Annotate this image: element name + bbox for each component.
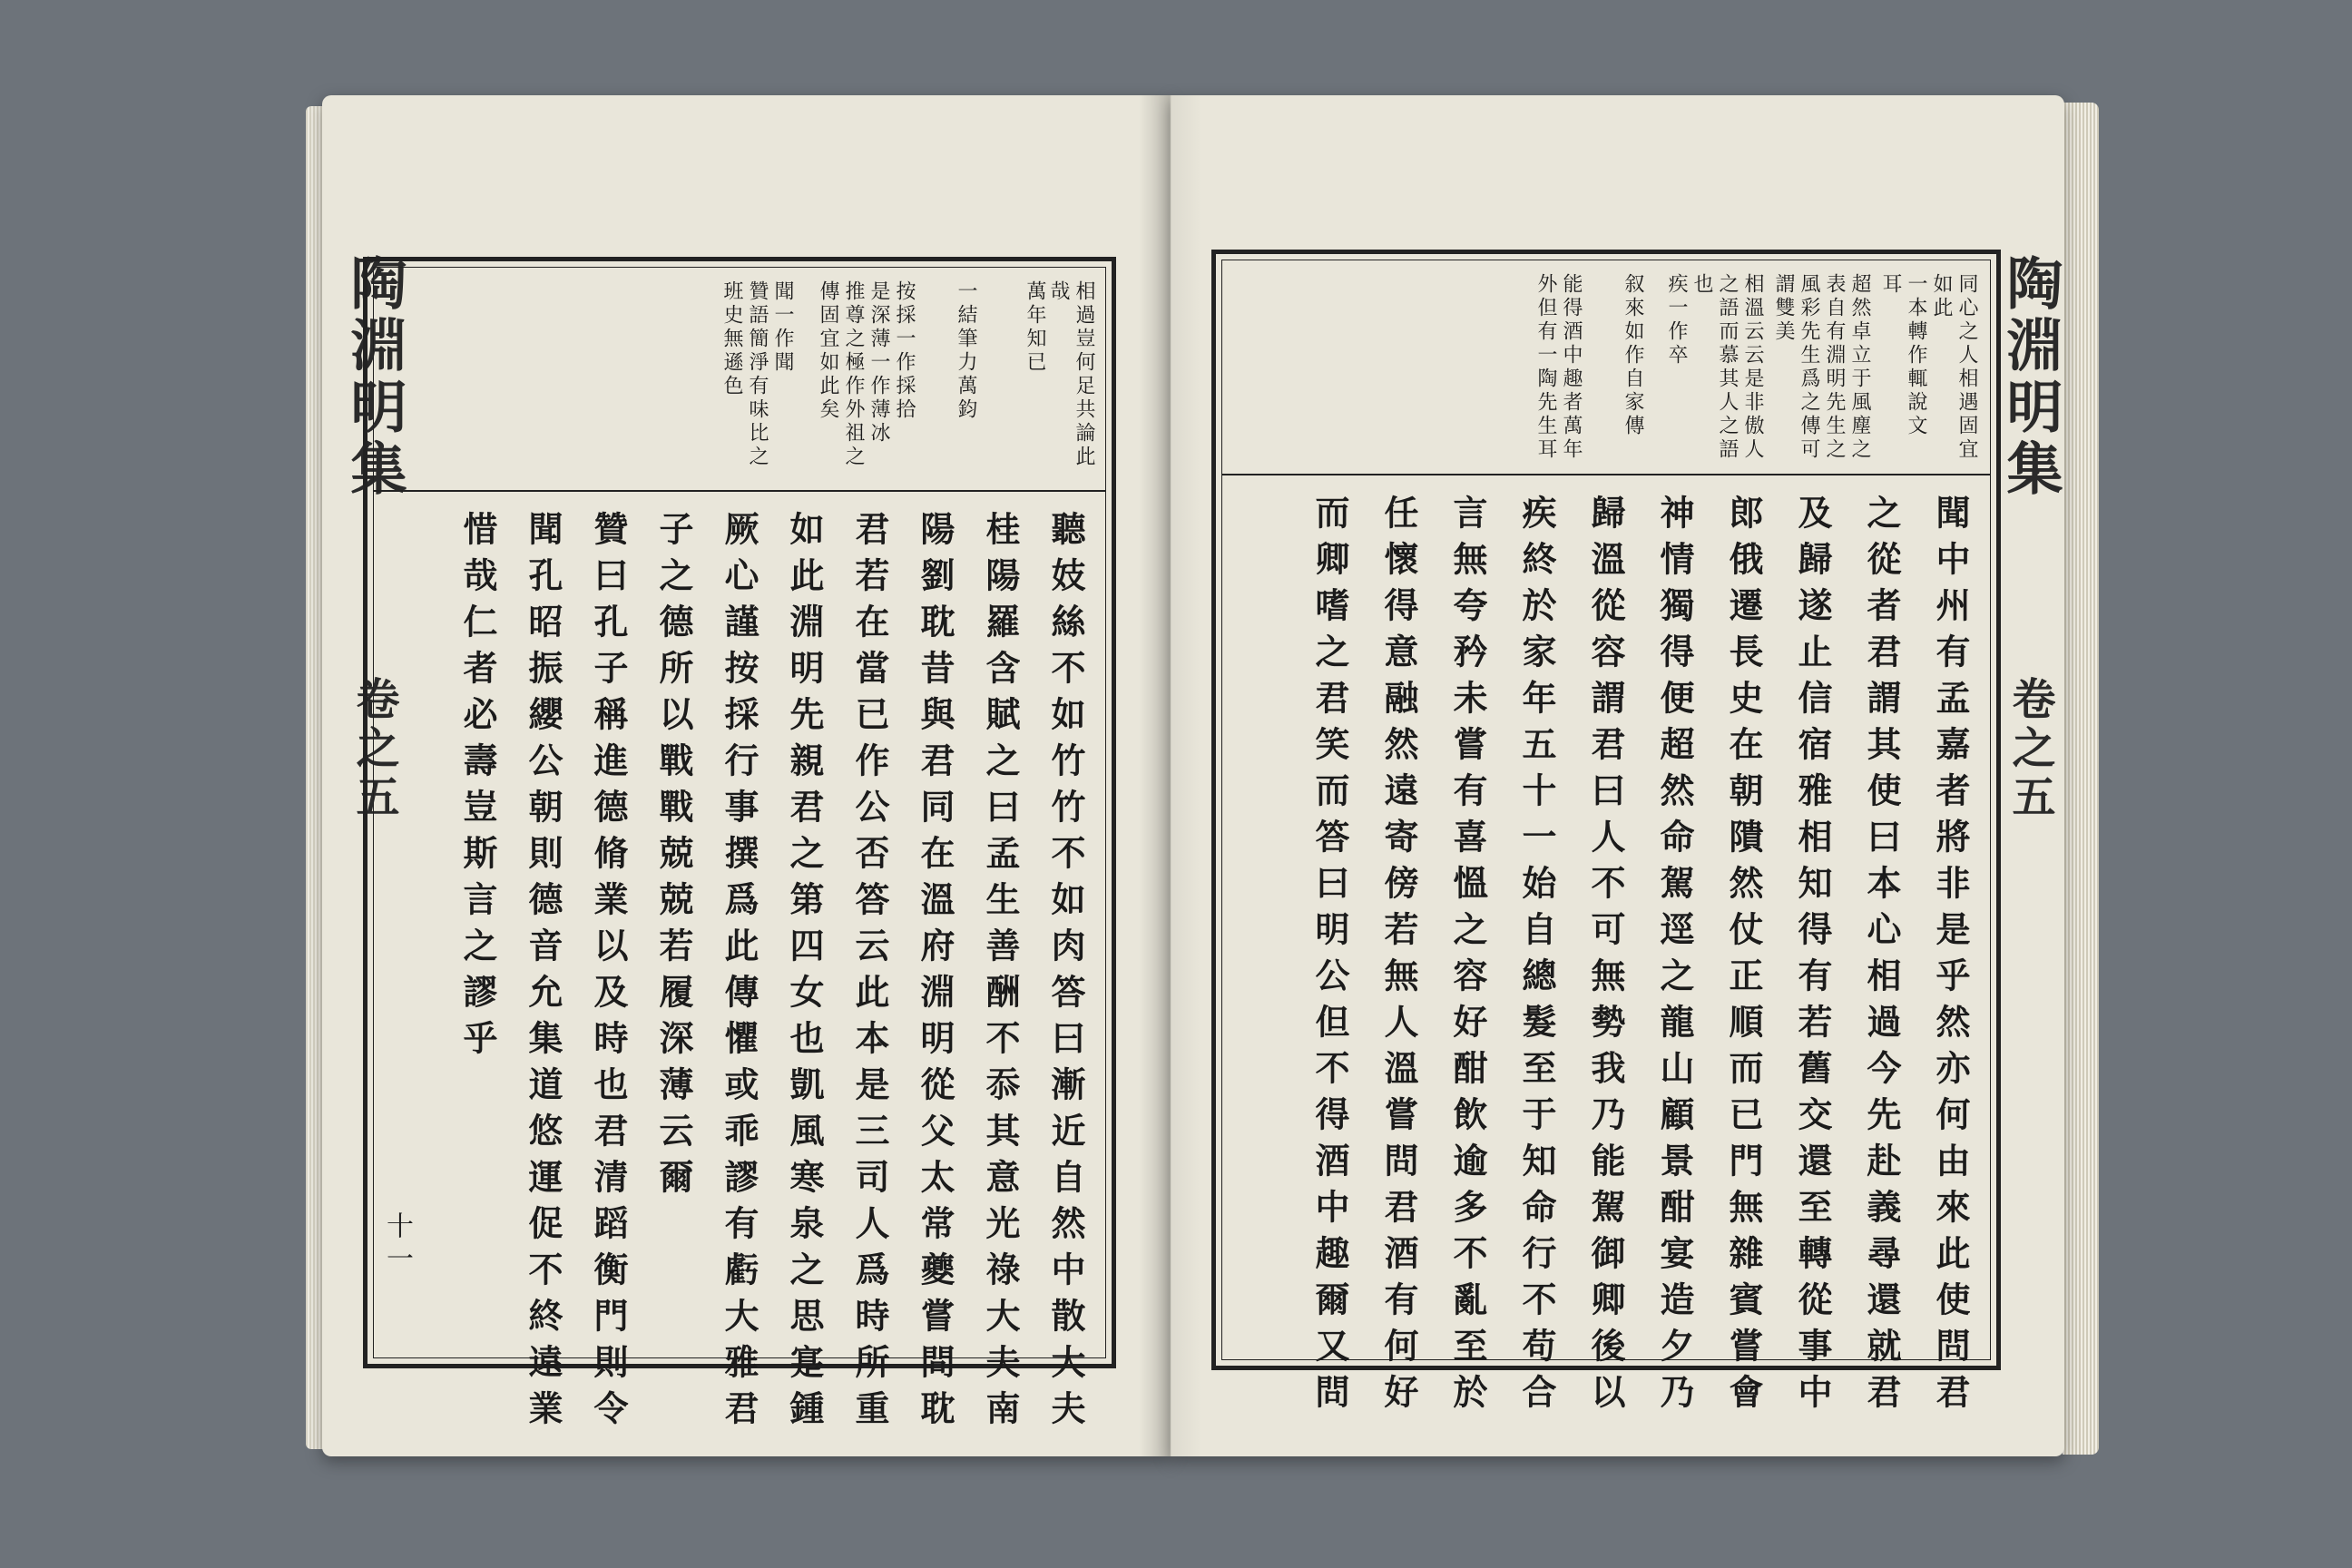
body-line: 君若在當已作公否答云此本是三司人爲時所重 <box>849 511 890 1436</box>
right-text-frame <box>1211 250 2001 1420</box>
body-line: 子之德所以戰戰兢兢若履深薄云爾 <box>653 511 694 1205</box>
right-title: 陶淵明集 <box>1997 254 2063 501</box>
left-title: 陶淵明集 <box>341 254 407 501</box>
body-line: 厥心謹按採行事撰爲此傳懼或乖謬有虧大雅君 <box>719 511 760 1436</box>
body-line: 陽劉耽昔與君同在溫府淵明從父太常夔嘗問耽 <box>915 511 956 1436</box>
left-text-frame <box>363 257 1116 1436</box>
open-book <box>322 95 2119 1475</box>
body-line: 疾終於家年五十一始自總髮至于知命行不苟合 <box>1516 495 1557 1420</box>
note-line: 外但有一陶先生耳 <box>1534 273 1557 462</box>
note-line: 推尊之極作外祖之 <box>842 280 865 469</box>
note-line: 之語而慕其人之語 <box>1716 273 1739 462</box>
note-divider <box>374 490 1105 492</box>
note-line: 萬年知已 <box>1024 280 1046 375</box>
note-line: 疾一作卒 <box>1665 273 1688 368</box>
body-line: 如此淵明先親君之第四女也凱風寒泉之思寔鍾 <box>784 511 825 1436</box>
note-divider <box>1222 474 1990 475</box>
body-line: 而卿嗜之君笑而答曰明公但不得酒中趣爾又問 <box>1309 495 1350 1420</box>
note-line: 聞一作聞 <box>771 280 794 375</box>
note-line: 叙來如作自家傳 <box>1622 273 1644 438</box>
right-volume: 卷之五 <box>2004 676 2055 823</box>
note-line: 班史無遜色 <box>720 280 743 398</box>
note-line: 能得酒中趣者萬年 <box>1560 273 1583 462</box>
note-line: 一結筆力萬鈞 <box>955 280 977 422</box>
left-page <box>322 95 1171 1456</box>
body-line: 惜哉仁者必壽豈斯言之謬乎 <box>457 511 498 1066</box>
note-line: 是深薄一作薄冰 <box>867 280 890 446</box>
body-line: 聞中州有孟嘉者將非是乎然亦何由來此使問君 <box>1930 495 1971 1420</box>
book-gutter <box>1139 95 1202 1456</box>
note-line: 也 <box>1690 273 1713 297</box>
page-edges-right <box>2063 103 2099 1455</box>
note-line: 耳 <box>1879 273 1902 297</box>
note-line: 超然卓立于風塵之 <box>1848 273 1871 462</box>
left-volume: 卷之五 <box>348 676 399 823</box>
body-line: 郎俄遷長史在朝隤然仗正順而已門無雜賓嘗會 <box>1723 495 1764 1420</box>
note-line: 哉 <box>1047 280 1070 304</box>
note-line: 傳固宜如此矣 <box>817 280 839 422</box>
page-edges-left <box>306 106 324 1449</box>
body-line: 聞孔昭振纓公朝則德音允集道悠運促不終遠業 <box>523 511 564 1436</box>
note-line: 表自有淵明先生之 <box>1823 273 1846 462</box>
note-line: 一本轉作輒說文 <box>1905 273 1927 438</box>
note-line: 相過豈何足共論此 <box>1073 280 1095 469</box>
body-line: 神情獨得便超然命駕逕之龍山顧景酣宴造夕乃 <box>1654 495 1695 1420</box>
note-line: 如此 <box>1930 273 1953 320</box>
note-line: 按採一作採拾 <box>893 280 916 422</box>
body-line: 及歸遂止信宿雅相知得有若舊交還至轉從事中 <box>1792 495 1833 1420</box>
body-line: 言無夸矜未嘗有喜慍之容好酣飲逾多不亂至於 <box>1447 495 1488 1420</box>
note-line: 謂雙美 <box>1772 273 1795 344</box>
note-line: 相溫云云是非傲人 <box>1741 273 1764 462</box>
body-line: 聽妓絲不如竹竹不如肉答曰漸近自然中散大夫 <box>1045 511 1086 1436</box>
note-line: 贊語簡淨有味比之 <box>746 280 769 469</box>
note-line: 風彩先生爲之傳可 <box>1798 273 1820 462</box>
body-line: 之從者君謂其使曰本心相過今先赴義尋還就君 <box>1861 495 1902 1420</box>
body-line: 贊曰孔子稱進德脩業以及時也君清蹈衡門則令 <box>588 511 629 1436</box>
left-page-number: 十一 <box>381 1211 413 1277</box>
body-line: 任懷得意融然遠寄傍若無人溫嘗問君酒有何好 <box>1378 495 1419 1420</box>
note-line: 同心之人相遇固宜 <box>1955 273 1978 462</box>
body-line: 桂陽羅含賦之曰孟生善酬不忝其意光祿大夫南 <box>980 511 1021 1436</box>
body-line: 歸溫從容謂君曰人不可無勢我乃能駕御卿後以 <box>1585 495 1626 1420</box>
